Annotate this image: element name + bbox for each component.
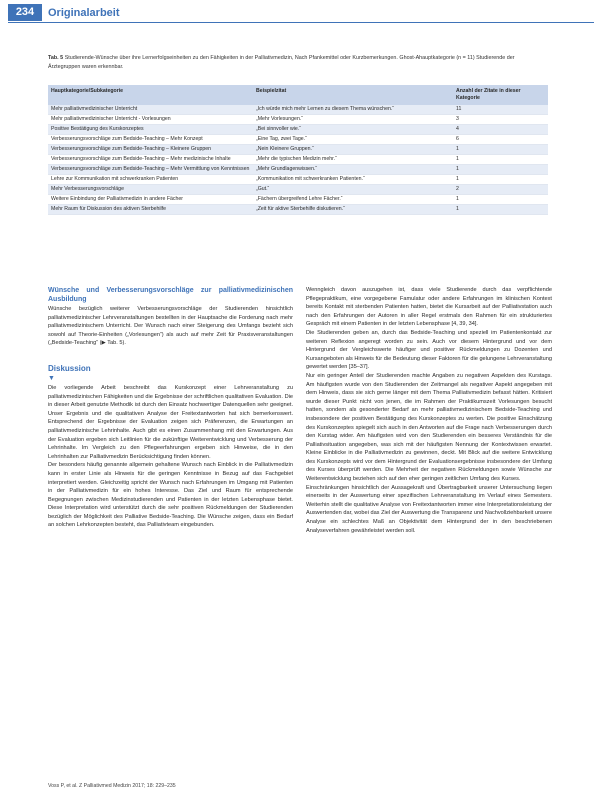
table-caption	[48, 54, 548, 71]
discussion-paragraph: Die vorliegende Arbeit beschreibt das Kurskonzept einer Lehrveranstaltung zu palliativmedizinischen Fähigkeiten und die Ergebnisse der schriftlichen qualitativen Evaluation. Die in dieser Arbeit genutzte Methodik ist durch den Einsatz hochwertiger Datenquellen sehr geeignet. Unser Ergebnis und die qualitativen Analyse der Freitextantworten hat sich bemerkenswert. Entsprechend der Ergebnisse der Evaluation zeigen sich Präferenzen, die Erwartungen an palliativmedizinische Lehrinhalte. Auch gibt es einen Zusammenhang mit den Erwartungen. Aus der Evaluation ergeben sich Leitlinien für die zukünftige Weiterentwicklung und Verbesserung der Lehrinhalte. Im Vergleich zu den Pflegeerfahrungen ergeben sich Hinweise, die in den Lehrinhalten zur Palliativmedizin Berücksichtigung finden können.	[48, 384, 293, 460]
wishes-heading: Wünsche und Verbesserungsvorschläge zur palliativmedizinischen Ausbildung	[48, 287, 293, 303]
table-row	[48, 195, 548, 205]
quote-cell: „Kommunikation mit schwerkranken Patienten.“	[253, 175, 453, 185]
quote-cell: „Nein Kleinere Gruppen.“	[253, 145, 453, 155]
table-caption-label: Tab. 5	[48, 55, 64, 61]
table-row	[48, 125, 548, 135]
column-header: Hauptkategorie/Subkategorie	[48, 85, 253, 105]
page-header	[0, 0, 601, 26]
body-paragraph: Einschränkungen hinsichtlich der Aussagekraft und Übertragbarkeit unserer Untersuchung liegen einerseits in der Auswertung einer spezifischen Lehrveranstaltung im Verlauf eines Semesters. Weiterhin stellt die qualitative Analyse von Freitextantworten immer eine Interpretationsleistung der Auswertenden dar, wobei das Ziel der Auswertung die Transparenz und Nachvollziehbarkeit unsere Analyse ein schlechtes Maß an Objektivität dem Hintergrund der in den beschriebenen Analyseverfahren gewährleistet werden soll.	[306, 484, 552, 534]
quote-cell: „Mehr Grundlagenwissen.“	[253, 165, 453, 175]
category-cell: Verbesserungsvorschläge zum Bedside-Teaching – Mehr medizinische Inhalte	[48, 155, 253, 165]
section-title: Originalarbeit	[48, 7, 120, 19]
table-caption-text-2: Studierende der Ärztegruppen waren erkennbar.	[48, 55, 515, 70]
header-rule	[8, 22, 594, 23]
table-row	[48, 155, 548, 165]
quote-cell: „Ich würde mich mehr Lernen zu diesem Thema wünschen.“	[253, 105, 453, 115]
quote-cell: „Mehr Vorlesungen.“	[253, 115, 453, 125]
count-cell: 1	[453, 205, 548, 215]
body-paragraph: Nur ein geringer Anteil der Studierenden machte Angaben zu negativen Aspekten des Kurstags. Am häufigsten wurde von den Studierenden der Zeitmangel als negativer Aspekt angegeben mit dem Hinweis, dass sie sich gerne länger mit dem Thema Palliativmedizin befasst hätten. Kritisiert wurde dieser Punkt nicht von jenen, die im Rahmen der Praktikumszeit Vorlesungen besucht hatten, sondern als gesonderter Bedarf an mehr palliativmedizinischem Bedside-Teaching und insbesondere der positiven Bestätigung des Kurskonzeptes zu werten. Die positive Einschätzung des Kurskonzeptes spiegelt sich auch in den Antworten auf die Frage nach Verbesserungen durch den Kurstag wider. Am häufigsten wird von den Studierenden ein besseres Verständnis für die Palliativsituation angegeben, was sich mit der häufigsten Nennung der Kontextwissen erwartet. Kleine Einblicke in die Palliativmedizin zu gewinnen, deckt. Mit Blick auf die weitere Entwicklung des Kurskonzepts wird vor dem Hintergrund der Evaluationsergebnisse insbesondere der Umfang des Kurses überprüft werden. Die Mehrheit der negativen Rückmeldungen sowie Wünsche zur Weiterentwicklung beziehen sich auf den eher geringen zeitlichen Umfang des Kurses.	[306, 372, 552, 483]
category-cell: Verbesserungsvorschläge zum Bedside-Teaching – Mehr Konzept	[48, 135, 253, 145]
category-cell: Verbesserungsvorschläge zum Bedside-Teaching – Kleinere Gruppen	[48, 145, 253, 155]
count-cell: 6	[453, 135, 548, 145]
count-cell: 1	[453, 175, 548, 185]
quote-cell: „Eine Tag, zwei Tage.“	[253, 135, 453, 145]
table-row	[48, 205, 548, 215]
column-header: Anzahl der Zitate in dieser Kategorie	[453, 85, 548, 105]
body-paragraph: Die Studierenden geben an, durch das Bedside-Teaching und speziell im Patientenkontakt zur weiteren Reflexion angeregt worden zu sein. Auch vor diesem Hintergrund und vor dem Hintergrund der Vergleichswerte häufiger und positiver Rückmeldungen zu Dozenten und Kursangeboten als Hinweis für die Bedeutung dieser Faktoren für die gelungene Lehrveranstaltung gewertet werden [35–37].	[306, 329, 552, 371]
quote-cell: „Mehr die typischen Medizin mehr.“	[253, 155, 453, 165]
category-cell: Mehr palliativmedizinischer Unterricht	[48, 105, 253, 115]
quote-cell: „Zeit für aktive Sterbehilfe diskutieren.“	[253, 205, 453, 215]
quote-cell: „Gut.“	[253, 185, 453, 195]
count-cell: 1	[453, 155, 548, 165]
count-cell: 2	[453, 185, 548, 195]
category-cell: Verbesserungsvorschläge zum Bedside-Teaching – Mehr Vermittlung von Kenntnissen	[48, 165, 253, 175]
count-cell: 1	[453, 195, 548, 205]
table-row	[48, 115, 548, 125]
category-cell: Positive Bestätigung des Kurskonzeptes	[48, 125, 253, 135]
count-cell: 3	[453, 115, 548, 125]
table-row	[48, 105, 548, 115]
category-cell: Mehr palliativmedizinischer Unterricht - Vorlesungen	[48, 115, 253, 125]
category-cell: Lehre zur Kommunikation mit schwerkranken Patienten	[48, 175, 253, 185]
category-cell: Mehr Verbesserungsvorschläge	[48, 185, 253, 195]
discussion-paragraph: Der besonders häufig genannte allgemein gehaltene Wunsch nach Einblick in die Palliativmedizin kann in erster Linie als Hinweis für die geringen Kenntnisse in Bezug auf das Fachgebiet interpretiert werden. Gleichzeitig spricht der Wunsch nach Erfahrungen im Umgang mit Patienten in der Palliativmedizin für ein hohes Interesse. Das Ziel und Raum für entsprechende Begegnungen zwischen Medizinstudierenden und Patienten in der letzten Lebensphase bietet. Diese Interpretation wird unterstützt durch die sehr positiven Rückmeldungen der Studierenden bezüglich der Möglichkeit des Palliative Bedside-Teaching. Die Wünsche zeigen, dass ein Bedarf an solchen Lehrkonzepten besteht, das Palliativteam eingebunden.	[48, 462, 293, 529]
count-cell: 4	[453, 125, 548, 135]
results-table	[48, 85, 548, 215]
right-column	[306, 286, 552, 535]
table-caption-text: Studierende-Wünsche über ihre Lernerfolgseinheiten zu den Fähigkeiten in der Palliativmedizin, Nach Pfankemittel oder Kurzbemerkungen. Ghost-Ahauptkategorie (n = 11)	[64, 55, 475, 61]
left-column	[48, 286, 293, 530]
wishes-paragraph: Wünsche bezüglich weiterer Verbesserungsvorschläge der Studierenden hinsichtlich palliativmedizinischer Lehrveranstaltungen bestellten in der Hauptsache die Forderung nach mehr palliativmedizinischem Unterricht. Der Wunsch nach einer Steigerung des Umfangs bezieht sich sowohl auf Theorie-Einheiten („Vorlesungen“) als auch auf mehr Zeit für Praxisveranstaltungen („Bedside-Teaching“ (▶ Tab. 5).	[48, 306, 293, 347]
body-paragraph: Wenngleich davon auszugehen ist, dass viele Studierende durch das verpflichtende Pflegepraktikum, eine vorgegebene Famulatur oder andere Erfahrungen im klinischen Kontext bereits Kontakt mit sterbenden Patienten hatten, bietet die Kursarbeit auf der Palliativstation auch nach den Erfahrungen der Autoren in aller Regel erstmals den Rahmen für ein strukturiertes Gespräch mit einem Patienten in der letzten Lebensphase [4, 39, 34].	[306, 287, 552, 328]
spacer	[48, 348, 293, 364]
table-row	[48, 185, 548, 195]
table-header-row	[48, 85, 548, 105]
page-number: 234	[8, 4, 42, 21]
table-body	[48, 105, 548, 215]
count-cell: 1	[453, 145, 548, 155]
table-row	[48, 165, 548, 175]
quote-cell: „Fächern übergreifend Lehre Fächer.“	[253, 195, 453, 205]
category-cell: Weitere Einbindung der Palliativmedizin in andere Fächer	[48, 195, 253, 205]
category-cell: Mehr Raum für Diskussion des aktiven Sterbehilfe	[48, 205, 253, 215]
column-header: Beispielzitat	[253, 85, 453, 105]
table-row	[48, 135, 548, 145]
discussion-heading: Diskussion	[48, 363, 91, 373]
table-block	[48, 54, 548, 215]
count-cell: 11	[453, 105, 548, 115]
quote-cell: „Bei sinnvoller wie.“	[253, 125, 453, 135]
table-row	[48, 145, 548, 155]
page-footer: Voss P, et al. Z Palliativmed Medizin 2017; 18: 229–235	[48, 783, 176, 789]
triangle-icon: ▼	[48, 374, 55, 382]
table-row	[48, 175, 548, 185]
count-cell: 1	[453, 165, 548, 175]
